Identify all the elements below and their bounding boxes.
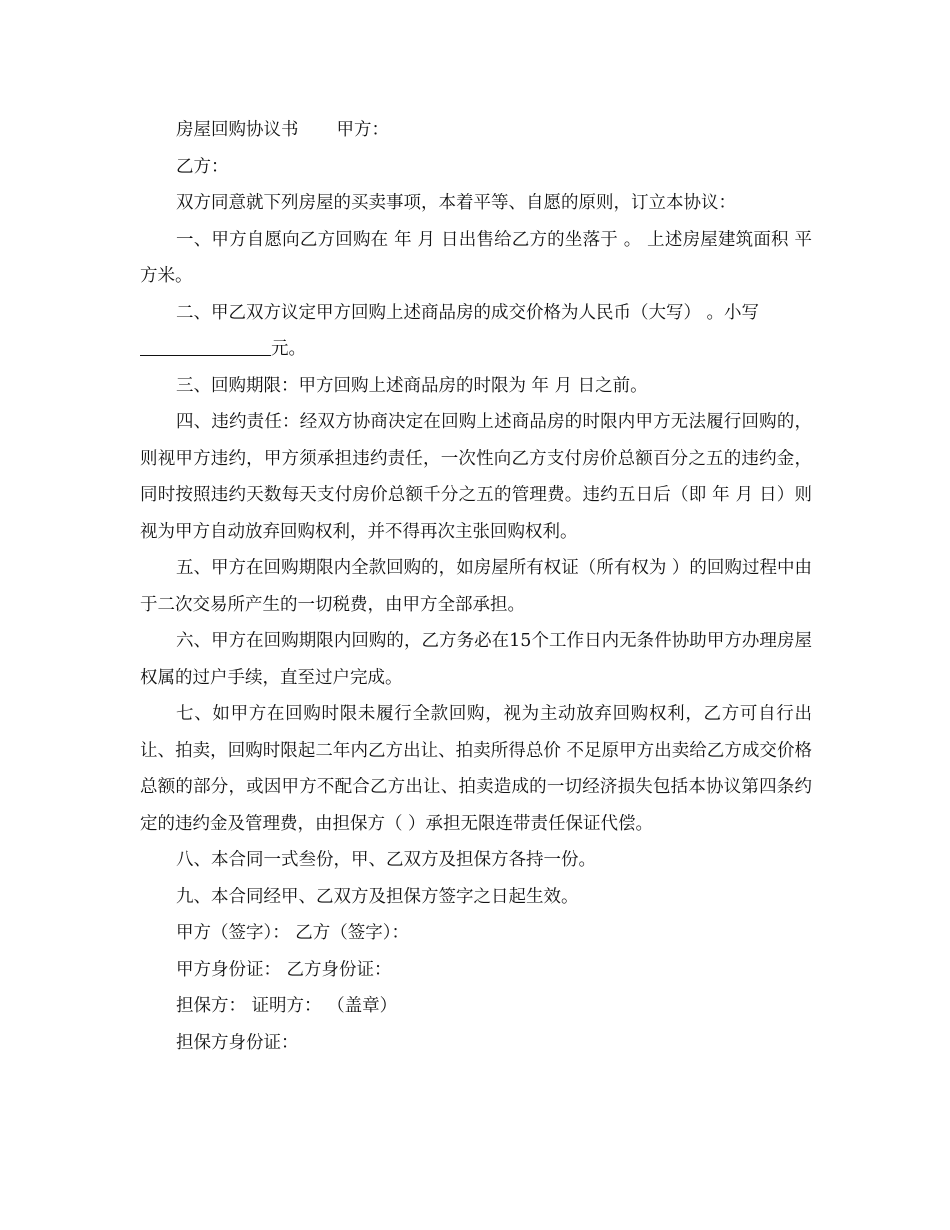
clause-8: 八、本合同一式叁份，甲、乙双方及担保方各持一份。 [176, 850, 596, 870]
clause-9: 九、本合同经甲、乙双方及担保方签字之日起生效。 [176, 886, 579, 907]
clause-2: 二、甲乙双方议定甲方回购上述商品房的成交价格为人民币（大写） 。小写 [176, 302, 760, 323]
guarantor-id-line: 担保方身份证： [176, 1032, 299, 1053]
party-b-label: 乙方： [176, 156, 229, 177]
guarantor-line: 担保方： 证明方： （盖章） [176, 996, 398, 1016]
intro-paragraph: 双方同意就下列房屋的买卖事项，本着平等、自愿的原则，订立本协议： [176, 193, 736, 213]
clause-2-suffix: 元。 [271, 339, 306, 359]
clause-5: 五、甲方在回购期限内全款回购的，如房屋所有权证（所有权为 ）的回购过程中由于二次交易所产生的一切税费，由甲方全部承担。 [140, 558, 812, 615]
amount-blank [140, 335, 271, 356]
clause-3: 三、回购期限：甲方回购上述商品房的时限为 年 月 日之前。 [176, 375, 648, 396]
party-a-label: 甲方： [336, 120, 389, 140]
clause-6: 六、甲方在回购期限内回购的，乙方务必在15个工作日内无条件协助甲方办理房屋权属的过户手续，直至过户完成。 [140, 631, 812, 688]
document-title: 房屋回购协议书 [176, 120, 299, 140]
title-line [140, 112, 812, 149]
clause-1: 一、甲方自愿向乙方回购在 年 月 日出售给乙方的坐落于 。 上述房屋建筑面积 平方米。 [140, 229, 812, 286]
clause-7: 七、如甲方在回购时限未履行全款回购，视为主动放弃回购权利，乙方可自行出让、拍卖，回购时限起二年内乙方出让、拍卖所得总价 不足原甲方出卖给乙方成交价格总额的部分，或因甲方不配合乙方出让、拍卖造成的一切经济损失包括本协议第四条约定的违约金及管理费，由担保方（ ）承担无限连带责任保证代偿。 [140, 704, 812, 834]
document-page [140, 112, 812, 1061]
id-card-line: 甲方身份证： 乙方身份证： [176, 959, 392, 980]
signature-line: 甲方（签字）： 乙方（签字）： [176, 923, 410, 943]
clause-2-amount-line [140, 331, 812, 368]
clause-4: 四、违约责任：经双方协商决定在回购上述商品房的时限内甲方无法履行回购的，则视甲方违约，甲方须承担违约责任，一次性向乙方支付房价总额百分之五的违约金，同时按照违约天数每天支付房价总额千分之五的管理费。违约五日后（即 年 月 日）则视为甲方自动放弃回购权利，并不得再次主张回购权利。 [140, 412, 812, 542]
